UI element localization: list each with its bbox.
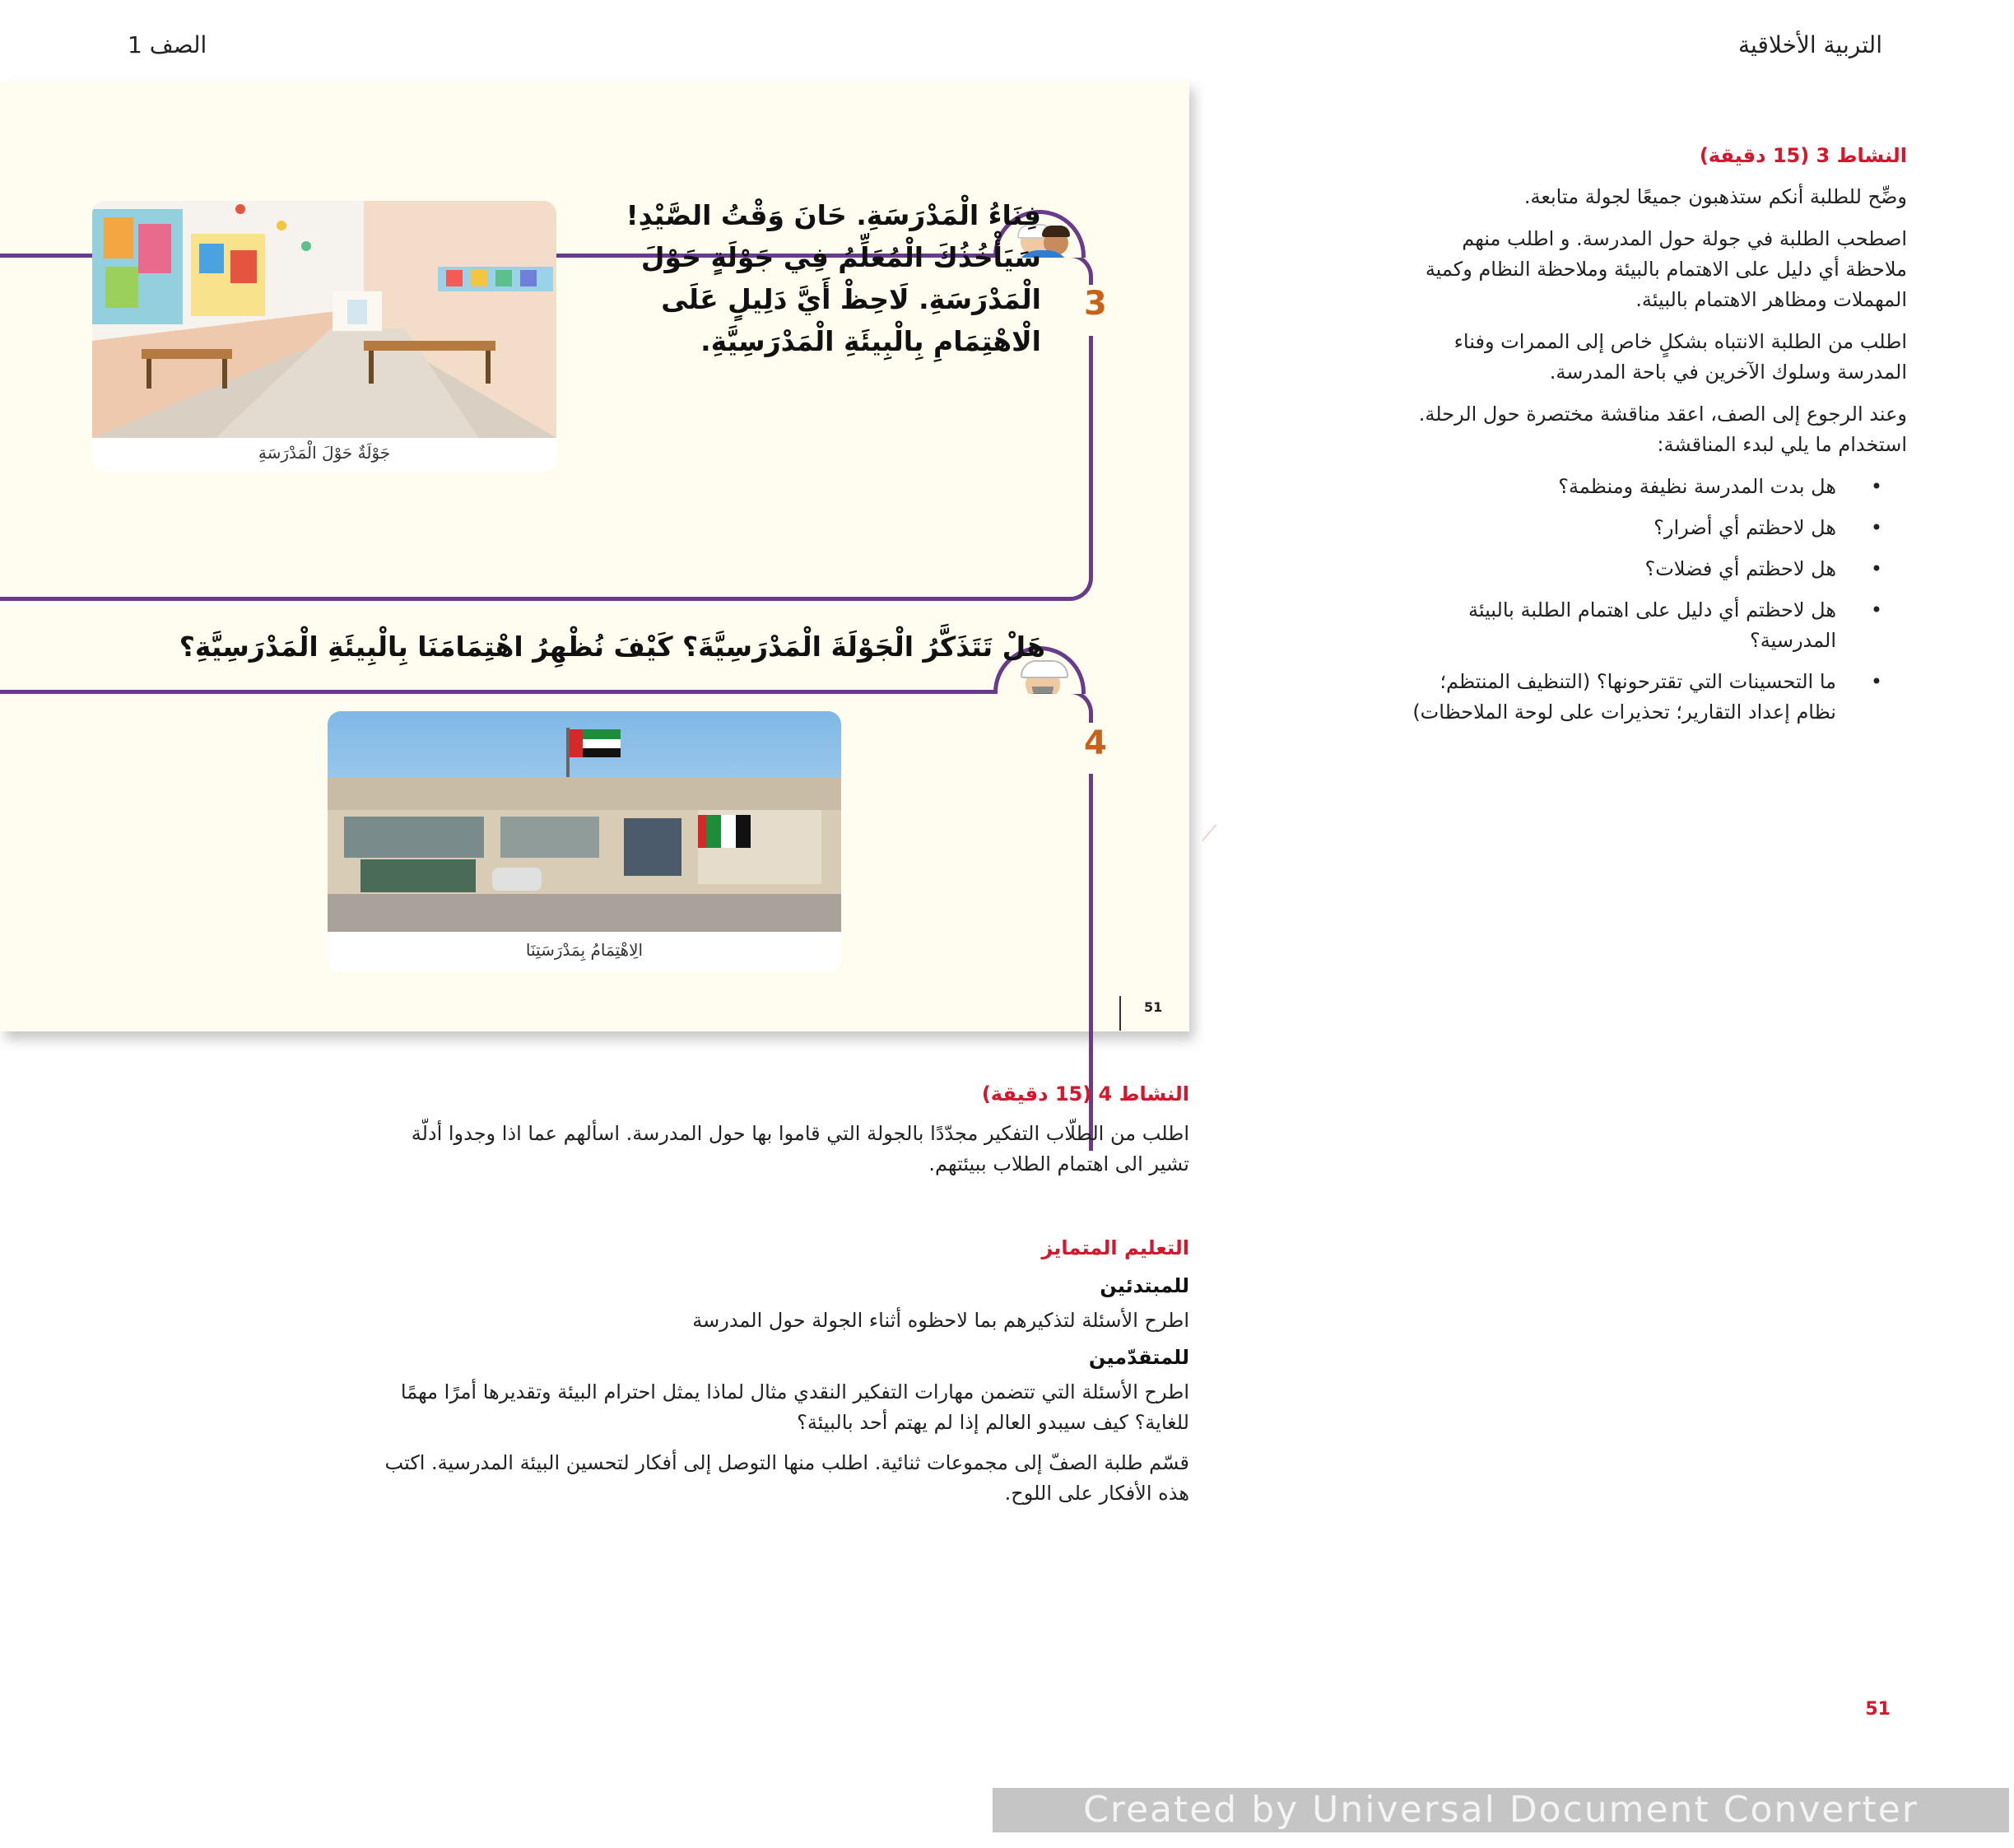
activity3-line: سَيَأْخُذُكَ الْمُعَلِّمُ فِي جَوْلَةٍ حَوْلَ bbox=[640, 241, 1041, 273]
school-corridor-photo bbox=[92, 201, 556, 472]
activity4-paragraph: اطلب من الطلّاب التفكير مجدّدًا بالجولة التي قاموا بها حول المدرسة. اسألهم عما اذا وجدوا أدلّة تشير الى اهتمام الطلاب ببيئتهم. bbox=[411, 1122, 1189, 1175]
differentiation-section bbox=[136, 1236, 1189, 1509]
school-photo-caption: الِاهْتِمَامُ بِمَدْرَسَتِنَا bbox=[525, 940, 644, 960]
activity3-line: الْمَدْرَسَةِ. لَاحِظْ أَيَّ دَلِيلٍ عَلَى bbox=[661, 283, 1041, 315]
faint-stamp-mark: ⟋ bbox=[1202, 822, 1217, 846]
activity3-heading: النشاط 3 (15 دقيقة) bbox=[1699, 144, 1907, 167]
school-building-photo bbox=[328, 711, 841, 971]
advanced-title: للمتقدّمين bbox=[1088, 1346, 1189, 1369]
book-page-number: 51 bbox=[1144, 999, 1163, 1015]
activity3-notes bbox=[1232, 144, 1907, 738]
advanced-paragraph: قسّم طلبة الصفّ إلى مجموعات ثنائية. اطلب منها التوصل إلى أفكار لتحسين البيئة المدرسية. اكتب هذه الأفكار على اللوح. bbox=[384, 1451, 1189, 1505]
list-item: • هل لاحظتم أي فضلات؟ bbox=[1232, 554, 1882, 584]
corridor-photo-caption: جَوْلَةٌ حَوْلَ الْمَدْرَسَةِ bbox=[258, 443, 391, 463]
beginners-text: اطرح الأسئلة لتذكيرهم بما لاحظوه أثناء الجولة حول المدرسة bbox=[692, 1309, 1189, 1332]
activity4-number: 4 bbox=[1084, 724, 1107, 762]
activity3-line: الْاهْتِمَامِ بِالْبِيئَةِ الْمَدْرَسِيَّةِ. bbox=[700, 325, 1041, 357]
school-building-image bbox=[328, 711, 841, 932]
list-item: • هل لاحظتم أي أضرار؟ bbox=[1232, 513, 1882, 543]
discussion-questions-list bbox=[1232, 472, 1882, 728]
converter-watermark: Created by Universal Document Converter bbox=[993, 1788, 2009, 1832]
activity3-paragraph: اطلب من الطلبة الانتباه بشكلٍ خاص إلى الممرات وفناء المدرسة وسلوك الآخرين في باحة المدرسة. bbox=[1454, 330, 1907, 384]
activity3-number: 3 bbox=[1084, 285, 1107, 323]
activity4-heading: النشاط 4 (15 دقيقة) bbox=[981, 1082, 1189, 1106]
activity3-paragraph: وعند الرجوع إلى الصف، اعقد مناقشة مختصرة حول الرحلة. استخدام ما يلي لبدء المناقشة: bbox=[1418, 403, 1907, 456]
activity3-paragraph: اصطحب الطلبة في جولة حول المدرسة. و اطلب منهم ملاحظة أي دليل على الاهتمام بالبيئة وملاحظة النظام وكمية المهملات ومظاهر الاهتمام بالبيئة. bbox=[1425, 227, 1907, 311]
list-item: • ما التحسينات التي تقترحونها؟ (التنظيف المنتظم؛ نظام إعداد التقارير؛ تحذيرات على لوحة الملاحظات) bbox=[1232, 667, 1882, 728]
subject-title: التربية الأخلاقية bbox=[1738, 31, 1882, 58]
beginners-title: للمبتدئين bbox=[1100, 1274, 1189, 1297]
activity4-notes bbox=[136, 1082, 1189, 1180]
list-item: • هل لاحظتم أي دليل على اهتمام الطلبة بالبيئة المدرسية؟ bbox=[1232, 595, 1882, 656]
advanced-paragraph: اطرح الأسئلة التي تتضمن مهارات التفكير النقدي مثال لماذا يمثل احترام البيئة وتقديرها أمرًا مهمًا للغاية؟ كيف سيبدو العالم إذا لم يهتم أحد بالبيئة؟ bbox=[400, 1380, 1189, 1434]
activity3-line: فِنَاءُ الْمَدْرَسَةِ. حَانَ وَقْتُ الصَّيْدِ! bbox=[626, 199, 1041, 231]
activity4-question: هَلْ تَتَذَكَّرُ الْجَوْلَةَ الْمَدْرَسِيَّةَ؟ كَيْفَ نُظْهِرُ اهْتِمَامَنَا بِالْبِيئَةِ الْمَدْرَسِيَّةِ؟ bbox=[179, 631, 1045, 663]
differentiation-heading: التعليم المتمايز bbox=[1041, 1236, 1189, 1259]
student-book-page bbox=[0, 81, 1189, 1031]
grade-label: الصف 1 bbox=[128, 31, 207, 58]
page-number: 51 bbox=[1865, 1699, 1891, 1720]
corridor-image bbox=[92, 201, 556, 438]
activity3-text bbox=[593, 194, 1041, 362]
activity3-intro: وضِّح للطلبة أنكم ستذهبون جميعًا لجولة متابعة. bbox=[1523, 185, 1907, 208]
list-item: • هل بدت المدرسة نظيفة ومنظمة؟ bbox=[1232, 472, 1882, 502]
